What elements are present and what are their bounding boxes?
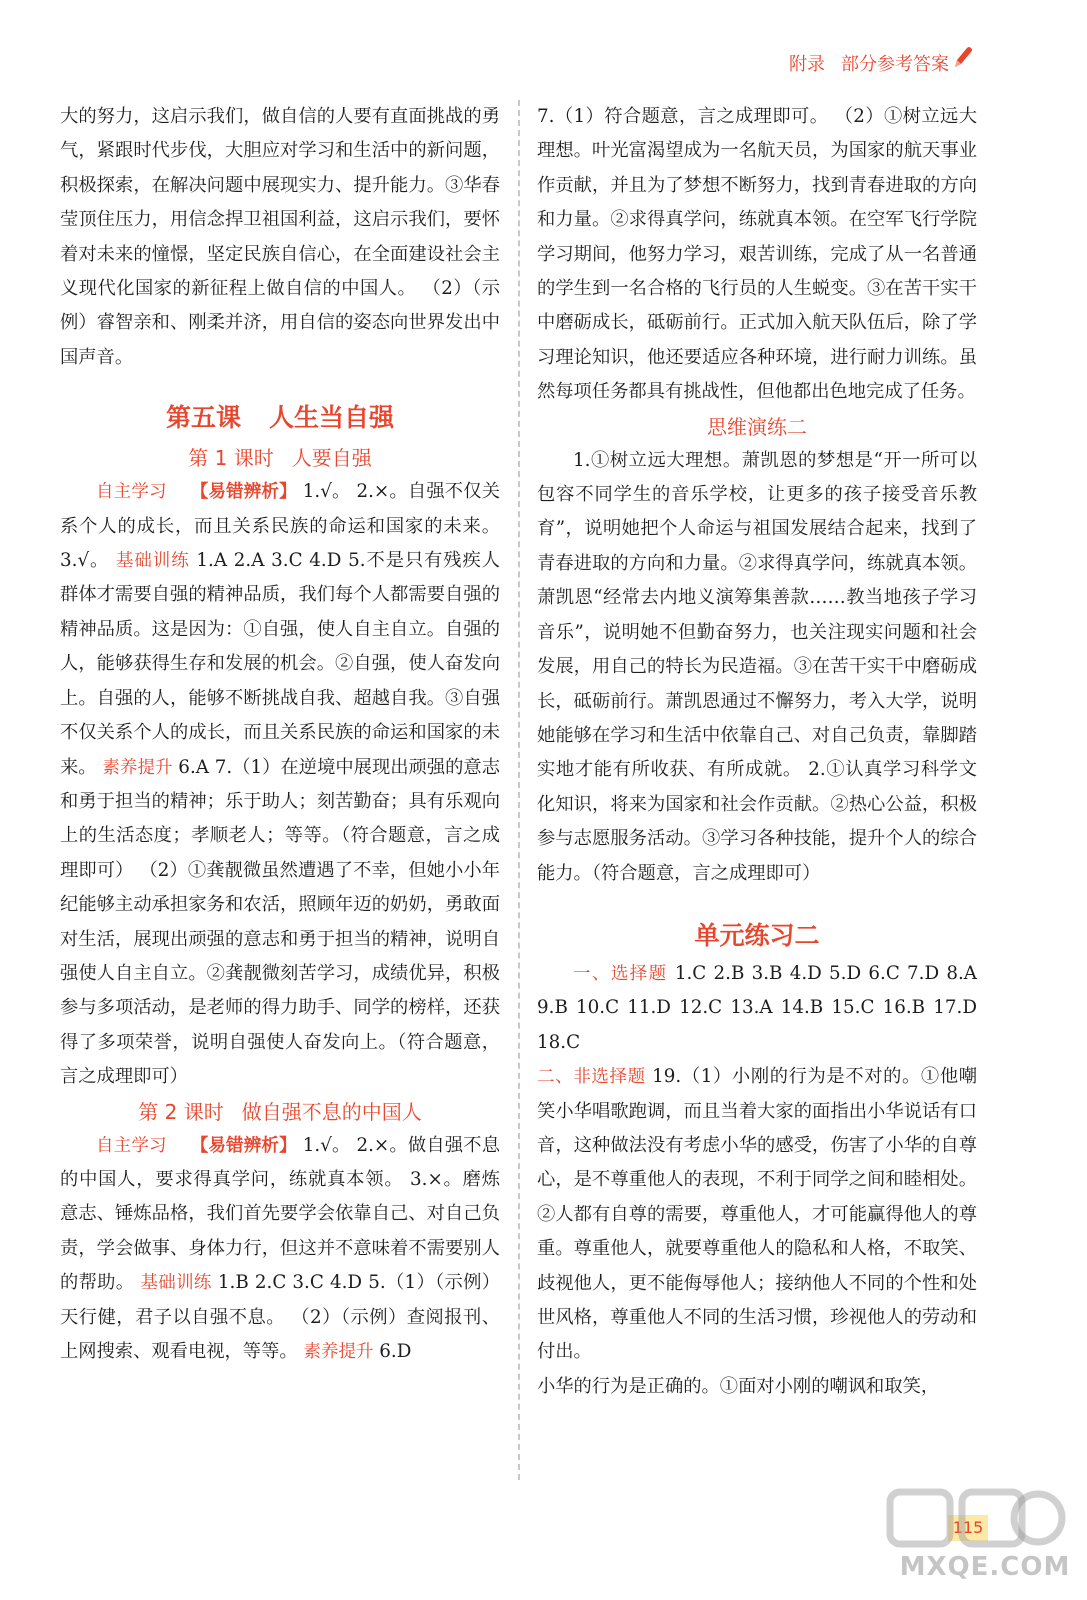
answer-paragraph: 小华的行为是正确的。①面对小刚的嘲讽和取笑， bbox=[537, 1375, 940, 1397]
unit-heading: 单元练习二 bbox=[694, 920, 820, 950]
answer-text: 1.√。 2.×。做自强不息的中国人，要求得真学问，练就真本领。 3.×。磨炼意志、锤炼品格，我们首先要学会依靠自己、对自己负责，学会做事、身体力行，但这并不意味着不需要别人的帮助。 bbox=[60, 1134, 500, 1294]
answer-paragraph: 1.①树立远大理想。萧凯恩的梦想是“开一所可以包容不同学生的音乐学校，让更多的孩子接受音乐教育”，说明她把个人命运与祖国发展结合起来，找到了青春进取的方向和力量。②求得真学问，练就真本领。萧凯恩“经常去内地义演筹集善款……教当地孩子学习音乐”，说明她不但勤奋努力，也关注现实问题和社会发展，用自己的特长为民造福。③在苦干实干中磨砺成长，砥砺前行。萧凯恩通过不懈努力，考入大学，说明她能够在学习和生活中依靠自己、对自己负责，靠脚踏实地才能有所收获、有所成就。 2.①认真学习科学文化知识，将来为国家和社会作贡献。②热心公益，积极参与志愿服务活动。③学习各种技能，提升个人的综合能力。（符合题意，言之成理即可） bbox=[537, 449, 977, 884]
section-tag: 【易错辨析】 bbox=[190, 1135, 297, 1156]
period-title: 人要自强 bbox=[291, 446, 372, 471]
lesson-number: 第五课 bbox=[165, 403, 241, 433]
header-section: 部分参考答案 bbox=[841, 54, 949, 75]
section-tag: 自主学习 bbox=[96, 482, 167, 503]
lesson-heading bbox=[60, 401, 500, 435]
section-tag: 素养提升 bbox=[102, 757, 173, 778]
answer-paragraph bbox=[537, 1060, 977, 1370]
answer-paragraph: 7.（1）符合题意，言之成理即可。 （2）①树立远大理想。叶光富渴望成为一名航天员，为国家的航天事业作贡献，并且为了梦想不断努力，找到青春进取的方向和力量。②求得真学问，练就真本领。在空军飞行学院学习期间，他努力学习，艰苦训练，完成了从一名普通的学生到一名合格的飞行员的人生蜕变。③在苦干实干中磨砺成长，砥砺前行。正式加入航天队伍后，除了学习理论知识，他还要适应各种环境，进行耐力训练。虽然每项任务都具有挑战性，但他都出色地完成了任务。 bbox=[537, 106, 977, 403]
left-column bbox=[60, 100, 500, 1369]
answer-paragraph bbox=[537, 957, 977, 1060]
answer-paragraph bbox=[60, 475, 500, 1094]
section-tag: 自主学习 bbox=[96, 1135, 167, 1156]
period-number: 第 1 课时 bbox=[188, 446, 274, 471]
right-column bbox=[537, 100, 977, 1404]
section-tag: 基础训练 bbox=[140, 1273, 212, 1294]
period-heading-1 bbox=[60, 441, 500, 475]
pencil-icon bbox=[951, 45, 973, 71]
answer-text: 6.D bbox=[373, 1341, 412, 1362]
period-heading-2 bbox=[60, 1095, 500, 1129]
answer-text: 19.（1）小刚的行为是不对的。①他嘲笑小华唱歌跑调，而且当着大家的面指出小华说话有口音，这种做法没有考虑小华的感受，伤害了小华的自尊心，是不尊重他人的表现，不利于同学之间和睦相处。②人都有自尊的需要，尊重他人，才可能赢得他人的尊重。尊重他人，就要尊重他人的隐私和人格，不取笑、歧视他人，更不能侮辱他人；接纳他人不同的个性和处世风格，尊重他人不同的生活习惯，珍视他人的劳动和付出。 bbox=[537, 1066, 978, 1363]
answer-text: 1.A 2.A 3.C 4.D 5.不是只有残疾人群体才需要自强的精神品质，我们每个人都需要自强的精神品质。这是因为：①自强，使人自主自立。自强的人，能够获得生存和发展的机会。②自强，使人奋发向上。自强的人，能够不断挑战自我、超越自我。③自强不仅关系个人的成长，而且关系民族的命运和国家的未来。 bbox=[60, 550, 500, 778]
section-tag: 素养提升 bbox=[303, 1342, 374, 1362]
column-divider bbox=[518, 100, 520, 1480]
answer-paragraph: 大的努力，这启示我们，做自信的人要有直面挑战的勇气，紧跟时代步伐，大胆应对学习和生活中的新问题，积极探索，在解决问题中展现实力、提升能力。③华春莹顶住压力，用信念捍卫祖国利益，这启示我们，要怀着对未来的憧憬，坚定民族自信心，在全面建设社会主义现代化国家的新征程上做自信的中国人。 （2）（示例）睿智亲和、刚柔并济，用自信的姿态向世界发出中国声音。 bbox=[60, 106, 500, 368]
section-tag: 二、非选择题 bbox=[537, 1067, 646, 1088]
answer-text: 1.C 2.B 3.B 4.D 5.D 6.C 7.D 8.A 9.B 10.C 11.D 12.C 13.A 14.B 15.C 16.B 17.D 18.C bbox=[537, 962, 978, 1053]
answer-text: 1.√。 2.×。自强不仅关系个人的成长，而且关系民族的命运和国家的未来。 3.√。 bbox=[60, 481, 500, 572]
answer-text: 6.A 7.（1）在逆境中展现出顽强的意志和勇于担当的精神；乐于助人；刻苦勤奋；具有乐观向上的生活态度；孝顺老人；等等。（符合题意，言之成理即可） （2）①龚靓微虽然遭遇了不幸，但她小小年纪能够主动承担家务和农活，照顾年迈的奶奶，勇敢面对生活，展现出顽强的意志和勇于担当的精神，说明自强使人自主自立。②龚靓微刻苦学习，成绩优异，积极参与多项活动，是老师的得力助手、同学的榜样，还获得了多项荣誉，说明自强使人奋发向上。（符合题意，言之成理即可） bbox=[60, 756, 501, 1088]
lesson-title: 人生当自强 bbox=[269, 403, 395, 433]
section-heading: 思维演练二 bbox=[707, 414, 807, 439]
section-tag: 【易错辨析】 bbox=[190, 482, 297, 503]
watermark-text: MXQE.COM bbox=[899, 1552, 1071, 1582]
answer-paragraph bbox=[60, 1129, 500, 1370]
header-appendix: 附录 bbox=[789, 54, 825, 75]
section-tag: 基础训练 bbox=[115, 551, 190, 572]
answer-text: 1.B 2.C 3.C 4.D 5.（1）（示例）天行健，君子以自强不息。 （2）（示例）查阅报刊、上网搜索、观看电视，等等。 bbox=[60, 1272, 500, 1362]
period-number: 第 2 课时 bbox=[138, 1099, 224, 1124]
page-number: 115 bbox=[948, 1515, 988, 1541]
period-title: 做自强不息的中国人 bbox=[241, 1099, 422, 1124]
section-tag: 一、选择题 bbox=[573, 963, 668, 984]
